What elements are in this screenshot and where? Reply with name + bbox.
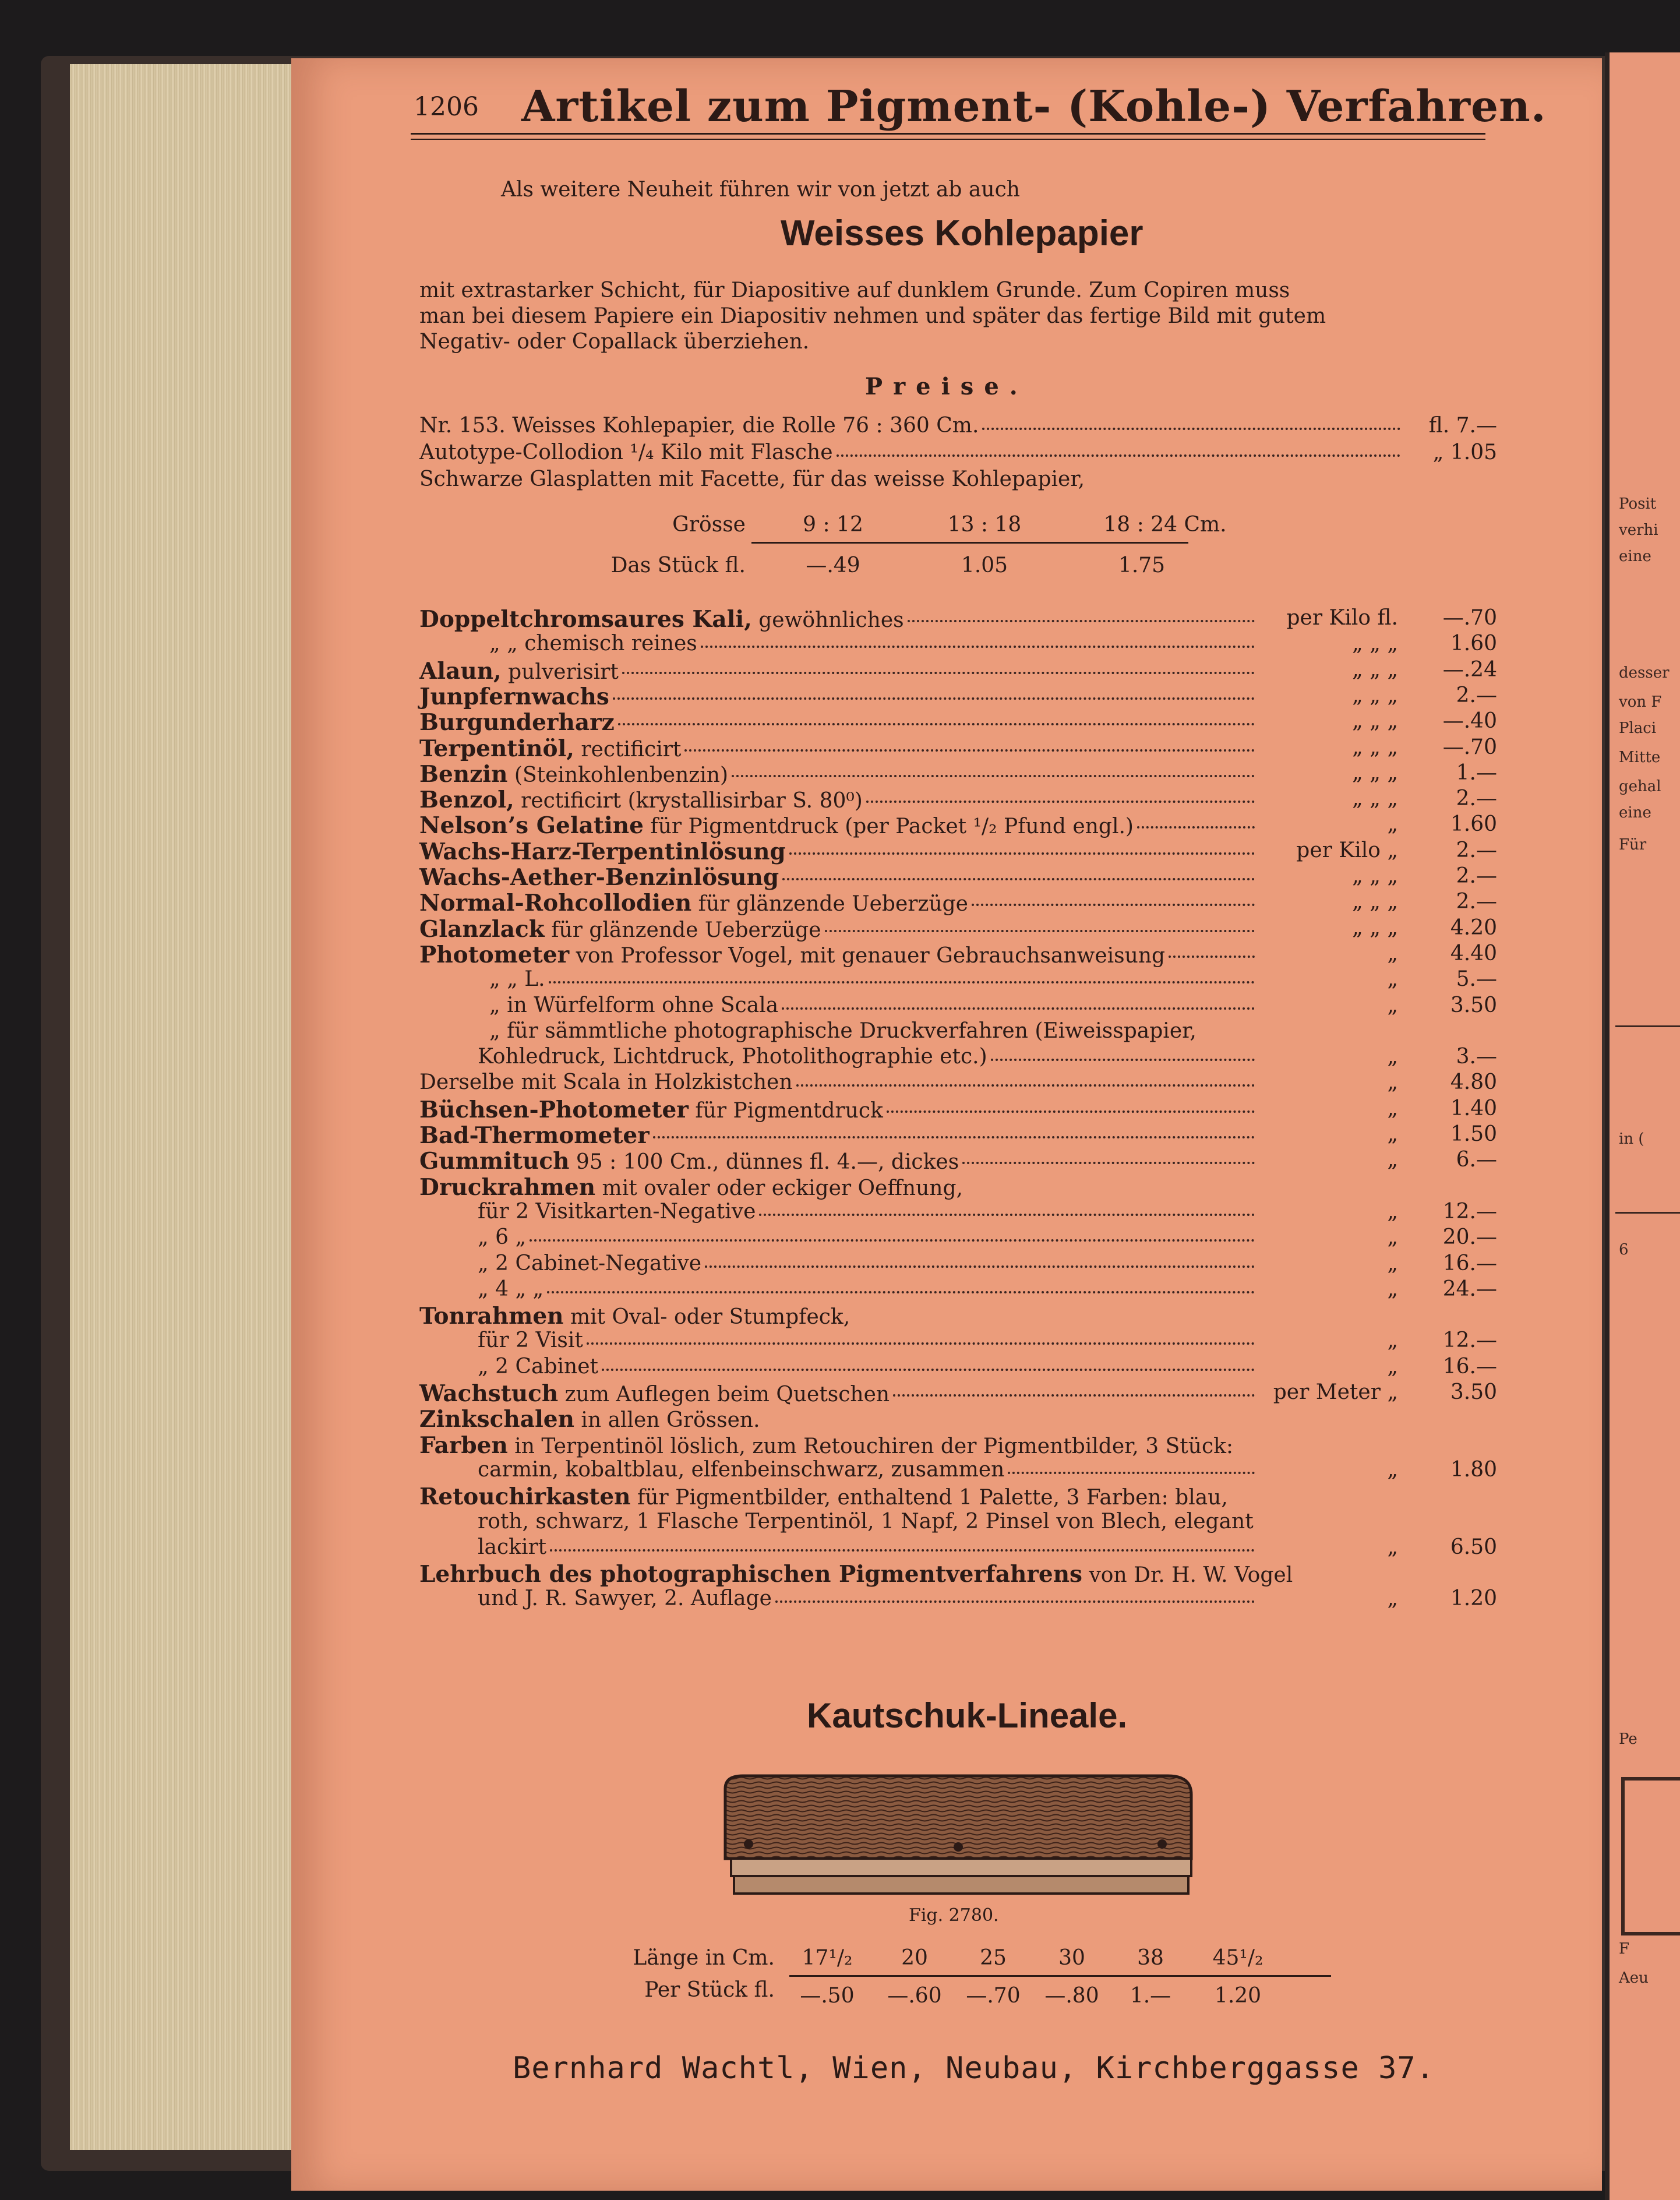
- item-price: 4.80: [1450, 1070, 1497, 1094]
- list-item: [419, 1019, 1494, 1045]
- adjacent-page-text: eine: [1619, 548, 1651, 565]
- item-name: Glanzlack: [419, 916, 545, 943]
- item-unit: „: [1387, 1355, 1398, 1378]
- item-price: 1.—: [1456, 761, 1497, 785]
- item-price: 3.50: [1450, 993, 1497, 1017]
- table-cell: 38: [1137, 1946, 1164, 1970]
- item-price: 2.—: [1456, 838, 1497, 862]
- dot-leader: [613, 683, 1255, 700]
- table-cell: 20: [901, 1946, 928, 1970]
- product-heading: Weisses Kohlepapier: [781, 213, 1143, 253]
- item-price: 12.—: [1442, 1328, 1497, 1352]
- list-item: [419, 606, 1497, 633]
- item-label: [419, 1561, 1293, 1588]
- item-unit: „ „ „: [1352, 683, 1398, 707]
- item-name: Nelson’s Gelatine: [419, 812, 644, 839]
- table-row-label: Per Stück fl.: [644, 1978, 775, 2002]
- table-rule: [751, 542, 1188, 544]
- dot-leader: [618, 709, 1255, 725]
- list-item: [419, 1586, 1497, 1612]
- item-description: von Professor Vogel, mit genauer Gebrauchsanweisung: [569, 944, 1166, 968]
- table-cell: 25: [980, 1946, 1007, 1970]
- item-unit: „: [1387, 993, 1398, 1017]
- item-unit: „: [1387, 1535, 1398, 1559]
- list-item: [419, 1483, 1494, 1509]
- item-description: mit Oval- oder Stumpfeck,: [563, 1305, 850, 1329]
- item-label: [478, 1277, 543, 1301]
- item-unit: „ „ „: [1352, 761, 1398, 785]
- table-cell: 9 : 12: [803, 513, 863, 537]
- item-label: [419, 735, 681, 762]
- table-cell: 45¹/₂: [1212, 1946, 1263, 1970]
- item-unit: per Meter „: [1273, 1380, 1398, 1404]
- table-cell: 1.20: [1214, 1984, 1262, 2008]
- item-label: [419, 942, 1165, 968]
- list-item: [419, 942, 1497, 968]
- list-item: [419, 1148, 1497, 1175]
- item-price: 24.—: [1442, 1277, 1497, 1301]
- item-unit: „ „ „: [1352, 890, 1398, 914]
- list-item: [419, 658, 1497, 685]
- page-title: Artikel zum Pigment- (Kohle-) Verfahren.: [521, 82, 1547, 132]
- table-cell: 30: [1058, 1946, 1085, 1970]
- item-price: 16.—: [1442, 1251, 1497, 1275]
- item-description: „ „ L.: [489, 967, 545, 991]
- list-item: [419, 632, 1497, 657]
- table-cell: 13 : 18: [947, 513, 1022, 537]
- list-item: [419, 993, 1497, 1019]
- item-label: [419, 683, 609, 710]
- item-description: zum Auflegen beim Quetschen: [558, 1383, 890, 1406]
- list-item: [419, 890, 1497, 916]
- item-label: [478, 1510, 1254, 1533]
- adjacent-page-rule: [1615, 1025, 1680, 1027]
- list-item: [419, 683, 1497, 710]
- item-unit: „: [1387, 1148, 1398, 1172]
- item-unit: „: [1387, 1070, 1398, 1094]
- item-price: 2.—: [1456, 787, 1497, 810]
- item-description: „ in Würfelform ohne Scala: [489, 993, 779, 1017]
- intro-body-line: mit extrastarker Schicht, für Diapositive auf dunklem Grunde. Zum Copiren muss: [419, 278, 1290, 302]
- item-description: „ 2 Cabinet: [478, 1355, 598, 1378]
- item-name: Lehrbuch des photographischen Pigmentverfahrens: [419, 1561, 1083, 1588]
- item-label: [419, 812, 1134, 839]
- header-rule: [411, 133, 1485, 135]
- item-unit: „: [1387, 967, 1398, 991]
- list-item: [419, 735, 1497, 762]
- item-description: und J. R. Sawyer, 2. Auflage: [478, 1586, 772, 1610]
- item-label: [419, 761, 728, 788]
- item-price: 6.—: [1456, 1148, 1497, 1172]
- item-description: für 2 Visitkarten-Negative: [478, 1200, 756, 1224]
- item-price: 4.20: [1450, 916, 1497, 940]
- item-unit: „: [1387, 1458, 1398, 1482]
- dot-leader: [782, 864, 1255, 880]
- dot-leader: [893, 1380, 1255, 1397]
- list-item: [419, 1045, 1497, 1070]
- list-item: [419, 1535, 1497, 1561]
- item-description: rectificirt (krystallisirbar S. 80⁰): [514, 789, 863, 813]
- list-item: [419, 1251, 1497, 1277]
- item-label: [478, 1586, 772, 1610]
- item-unit: „: [1387, 1277, 1398, 1301]
- item-unit: „ „ „: [1352, 709, 1398, 733]
- price-line-label: Autotype-Collodion ¹/₄ Kilo mit Flasche: [419, 440, 833, 464]
- dot-leader: [789, 838, 1255, 855]
- item-label: [419, 1432, 1233, 1459]
- item-price: 1.60: [1450, 632, 1497, 655]
- item-description: (Steinkohlenbenzin): [507, 763, 728, 787]
- item-label: [489, 1019, 1197, 1043]
- list-item: [419, 1432, 1494, 1458]
- item-name: Benzin: [419, 761, 508, 788]
- table-cell: —.60: [887, 1984, 942, 2008]
- dot-leader: [550, 1535, 1255, 1552]
- table-cell: —.80: [1044, 1984, 1099, 2008]
- item-name: Junpfernwachs: [419, 683, 609, 710]
- item-description: mit ovaler oder eckiger Oeffnung,: [595, 1176, 963, 1200]
- item-label: [419, 1303, 850, 1330]
- list-item: [419, 1225, 1497, 1251]
- adjacent-page-text: eine: [1619, 804, 1651, 822]
- adjacent-page-box: [1621, 1777, 1680, 1935]
- item-label: [489, 632, 697, 655]
- item-price: —.24: [1442, 658, 1497, 682]
- item-unit: „ „ „: [1352, 864, 1398, 888]
- adjacent-page-text: gehal: [1619, 778, 1661, 795]
- list-item: [419, 1174, 1494, 1200]
- dot-leader: [1008, 1458, 1255, 1474]
- table-cell: 17¹/₂: [802, 1946, 853, 1970]
- item-label: [478, 1458, 1004, 1482]
- price-value: „ 1.05: [1432, 440, 1497, 464]
- intro-line: Als weitere Neuheit führen wir von jetzt ab auch: [501, 178, 1020, 202]
- dot-leader: [782, 993, 1255, 1010]
- item-description: „ „ chemisch reines: [489, 632, 697, 655]
- adjacent-page-text: verhi: [1619, 521, 1658, 539]
- adjacent-page-text: desser: [1619, 664, 1670, 682]
- list-item: [419, 838, 1497, 865]
- list-item: [419, 1355, 1497, 1380]
- page-number: 1206: [414, 92, 479, 122]
- item-description: „ 4 „ „: [478, 1277, 544, 1301]
- list-item: [419, 1561, 1494, 1586]
- item-unit: „: [1387, 1045, 1398, 1069]
- intro-body-line: man bei diesem Papiere ein Diapositiv nehmen und später das fertige Bild mit gutem: [419, 304, 1326, 328]
- item-description: für glänzende Ueberzüge: [544, 918, 821, 942]
- dot-leader: [622, 658, 1255, 674]
- table-cell: —.50: [800, 1984, 855, 2008]
- item-name: Zinkschalen: [419, 1406, 574, 1433]
- adjacent-page-text: 6: [1619, 1241, 1629, 1258]
- list-item: [419, 1510, 1494, 1535]
- item-label: [478, 1200, 756, 1224]
- item-description: für glänzende Ueberzüge: [691, 892, 968, 916]
- item-description: 95 : 100 Cm., dünnes fl. 4.—, dickes: [569, 1150, 959, 1174]
- list-item: [419, 1277, 1497, 1303]
- item-label: [419, 1483, 1228, 1510]
- table-row-label: Länge in Cm.: [633, 1946, 775, 1970]
- adjacent-page-text: in (: [1619, 1130, 1644, 1148]
- item-label: [489, 967, 545, 991]
- rubber-ruler-illustration: [719, 1771, 1197, 1917]
- header-rule: [411, 139, 1485, 140]
- dot-leader: [602, 1355, 1255, 1371]
- item-price: 4.40: [1450, 942, 1497, 965]
- item-name: Normal-Rohcollodien: [419, 890, 692, 916]
- item-unit: „: [1387, 1586, 1398, 1610]
- item-name: Wachstuch: [419, 1380, 559, 1407]
- item-price: 1.80: [1450, 1458, 1497, 1482]
- list-item: [419, 1406, 1494, 1432]
- item-name: Tonrahmen: [419, 1303, 564, 1330]
- list-item: [419, 1458, 1497, 1483]
- item-unit: „ „ „: [1352, 658, 1398, 682]
- item-name: Gummituch: [419, 1148, 570, 1175]
- preise-heading: Preise.: [865, 373, 1028, 400]
- item-name: Benzol,: [419, 787, 514, 813]
- item-label: [478, 1328, 583, 1352]
- price-line: [419, 414, 1497, 439]
- adjacent-page-text: Placi: [1619, 720, 1657, 737]
- list-item: [419, 1200, 1497, 1225]
- item-description: roth, schwarz, 1 Flasche Terpentinöl, 1 Napf, 2 Pinsel von Blech, elegant: [478, 1510, 1254, 1533]
- item-name: Bad-Thermometer: [419, 1122, 650, 1149]
- adjacent-page-text: F: [1619, 1940, 1630, 1958]
- table-row-label: Grösse: [672, 513, 746, 537]
- dot-leader: [701, 632, 1255, 648]
- item-unit: „ „ „: [1352, 787, 1398, 810]
- item-description: für Pigmentbilder, enthaltend 1 Palette, 3 Farben: blau,: [630, 1486, 1228, 1510]
- item-price: 12.—: [1442, 1200, 1497, 1224]
- dot-leader: [825, 916, 1255, 932]
- table-cell: —.49: [806, 553, 860, 577]
- item-name: Terpentinöl,: [419, 735, 574, 762]
- item-label: [419, 838, 786, 865]
- list-item: [419, 761, 1497, 788]
- list-item: [419, 967, 1497, 993]
- dot-leader: [962, 1148, 1255, 1164]
- price-value: fl. 7.—: [1428, 414, 1497, 438]
- item-description: für Pigmentdruck (per Packet ¹/₂ Pfund engl.): [643, 815, 1134, 838]
- item-price: 2.—: [1456, 864, 1497, 888]
- dot-leader: [547, 1277, 1255, 1293]
- item-price: —.70: [1442, 606, 1497, 630]
- item-label: [419, 658, 619, 685]
- list-item: [419, 1328, 1497, 1354]
- list-item: [419, 1122, 1497, 1149]
- price-line-label: Nr. 153. Weisses Kohlepapier, die Rolle 76 : 360 Cm.: [419, 414, 979, 438]
- item-label: [419, 1174, 963, 1201]
- item-name: Büchsen-Photometer: [419, 1097, 689, 1123]
- table-row-label: Das Stück fl.: [610, 553, 746, 577]
- item-price: 1.50: [1450, 1122, 1497, 1146]
- item-label: [419, 1070, 793, 1094]
- item-unit: „ „ „: [1352, 632, 1398, 655]
- table-cell: 1.—: [1130, 1984, 1171, 2008]
- price-line: [419, 467, 1494, 493]
- item-label: [419, 1380, 890, 1407]
- section-heading: Kautschuk-Lineale.: [807, 1696, 1128, 1735]
- adjacent-page-text: Aeu: [1619, 1969, 1649, 1987]
- list-item: [419, 1380, 1497, 1407]
- item-label: [478, 1225, 526, 1249]
- dot-leader: [684, 735, 1255, 752]
- dot-leader: [759, 1200, 1255, 1216]
- item-name: Alaun,: [419, 658, 502, 685]
- list-item: [419, 916, 1497, 943]
- item-name: Druckrahmen: [419, 1174, 596, 1201]
- item-label: [478, 1535, 546, 1559]
- table-cell: 1.75: [1118, 553, 1166, 577]
- item-description: pulverisirt: [501, 660, 619, 684]
- item-label: [419, 709, 615, 736]
- intro-body-line: Negativ- oder Copallack überziehen.: [419, 330, 810, 354]
- table-cell: —.70: [966, 1984, 1021, 2008]
- figure-caption: Fig. 2780.: [909, 1905, 999, 1926]
- item-description: lackirt: [478, 1535, 547, 1559]
- item-label: [419, 1148, 959, 1175]
- publisher-footer: Bernhard Wachtl, Wien, Neubau, Kirchberggasse 37.: [513, 2051, 1435, 2086]
- item-description: rectificirt: [574, 738, 682, 761]
- list-item: [419, 864, 1497, 891]
- item-description: carmin, kobaltblau, elfenbeinschwarz, zusammen: [478, 1458, 1005, 1482]
- item-unit: „: [1387, 1251, 1398, 1275]
- list-item: [419, 812, 1497, 839]
- dot-leader: [775, 1586, 1255, 1603]
- item-price: —.40: [1442, 709, 1497, 733]
- item-price: 2.—: [1456, 890, 1497, 914]
- price-line-label: Schwarze Glasplatten mit Facette, für das weisse Kohlepapier,: [419, 467, 1085, 491]
- dot-leader: [705, 1251, 1255, 1268]
- adjacent-page-rule: [1615, 1212, 1680, 1214]
- item-description: gewöhnliches: [751, 608, 904, 632]
- table-cell: 1.05: [961, 553, 1008, 577]
- item-price: 1.20: [1450, 1586, 1497, 1610]
- item-description: von Dr. H. W. Vogel: [1082, 1563, 1293, 1587]
- item-name: Burgunderharz: [419, 709, 615, 736]
- item-unit: per Kilo fl.: [1286, 606, 1398, 630]
- item-label: [478, 1355, 598, 1378]
- list-item: [419, 1070, 1497, 1096]
- item-label: [419, 606, 904, 633]
- adjacent-page-text: Für: [1619, 836, 1647, 854]
- item-name: Wachs-Aether-Benzinlösung: [419, 864, 779, 891]
- item-price: 6.50: [1450, 1535, 1497, 1559]
- list-item: [419, 1303, 1494, 1328]
- item-unit: „: [1387, 1200, 1398, 1224]
- item-price: 3.—: [1456, 1045, 1497, 1069]
- adjacent-page-text: von F: [1619, 693, 1662, 711]
- list-item: [419, 1097, 1497, 1123]
- item-label: [419, 916, 821, 943]
- adjacent-page-text: Pe: [1619, 1730, 1637, 1748]
- item-unit: „ „ „: [1352, 735, 1398, 759]
- item-description: „ 2 Cabinet-Negative: [478, 1251, 702, 1275]
- item-description: für Pigmentdruck: [688, 1099, 883, 1123]
- item-label: [419, 864, 779, 891]
- item-price: 3.50: [1450, 1380, 1497, 1404]
- dot-leader: [796, 1070, 1255, 1087]
- dot-leader: [732, 761, 1255, 777]
- item-name: Doppeltchromsaures Kali,: [419, 606, 752, 633]
- item-price: 16.—: [1442, 1355, 1497, 1378]
- dot-leader: [587, 1328, 1255, 1345]
- item-price: 1.40: [1450, 1097, 1497, 1120]
- dot-leader: [972, 890, 1255, 906]
- item-unit: per Kilo „: [1296, 838, 1398, 862]
- item-description: Derselbe mit Scala in Holzkistchen: [419, 1070, 793, 1094]
- dot-leader: [866, 787, 1255, 803]
- adjacent-page-text: Posit: [1619, 495, 1657, 513]
- dot-leader: [549, 967, 1255, 983]
- item-label: [419, 1406, 760, 1433]
- table-cell: 18 : 24 Cm.: [1103, 513, 1227, 537]
- item-label: [419, 1122, 650, 1149]
- item-description: „ 6 „: [478, 1225, 527, 1249]
- dot-leader: [982, 414, 1400, 430]
- item-price: —.70: [1442, 735, 1497, 759]
- item-description: in Terpentinöl löslich, zum Retouchiren der Pigmentbilder, 3 Stück:: [507, 1434, 1234, 1458]
- dot-leader: [887, 1097, 1255, 1113]
- dot-leader: [991, 1045, 1255, 1061]
- table-rule: [789, 1975, 1331, 1977]
- list-item: [419, 787, 1497, 813]
- item-label: [419, 787, 863, 813]
- item-price: 20.—: [1442, 1225, 1497, 1249]
- item-name: Retouchirkasten: [419, 1483, 631, 1510]
- item-unit: „: [1387, 812, 1398, 836]
- item-price: 1.60: [1450, 812, 1497, 836]
- item-price: 5.—: [1456, 967, 1497, 991]
- item-unit: „: [1387, 1097, 1398, 1120]
- adjacent-page-edge: [1605, 52, 1680, 2200]
- item-description: in allen Grössen.: [574, 1408, 760, 1432]
- list-item: [419, 709, 1497, 736]
- item-price: 2.—: [1456, 683, 1497, 707]
- item-unit: „: [1387, 1122, 1398, 1146]
- item-name: Farben: [419, 1432, 508, 1459]
- item-description: für 2 Visit: [478, 1328, 583, 1352]
- adjacent-page-text: Mitte: [1619, 749, 1661, 766]
- item-description: Kohledruck, Lichtdruck, Photolithographie etc.): [478, 1045, 987, 1069]
- item-label: [419, 890, 968, 916]
- item-label: [478, 1251, 701, 1275]
- item-label: [489, 993, 778, 1017]
- item-label: [419, 1097, 883, 1123]
- price-line: [419, 440, 1497, 466]
- item-unit: „: [1387, 1328, 1398, 1352]
- dot-leader: [837, 440, 1400, 457]
- dot-leader: [653, 1122, 1255, 1138]
- item-unit: „: [1387, 1225, 1398, 1249]
- item-unit: „: [1387, 942, 1398, 965]
- item-name: Photometer: [419, 942, 570, 968]
- page-edges: [70, 64, 303, 2150]
- item-unit: „ „ „: [1352, 916, 1398, 940]
- item-name: Wachs-Harz-Terpentinlösung: [419, 838, 786, 865]
- dot-leader: [530, 1225, 1255, 1242]
- item-description: „ für sämmtliche photographische Druckverfahren (Eiweisspapier,: [489, 1019, 1197, 1043]
- item-label: [478, 1045, 987, 1069]
- dot-leader: [908, 606, 1255, 622]
